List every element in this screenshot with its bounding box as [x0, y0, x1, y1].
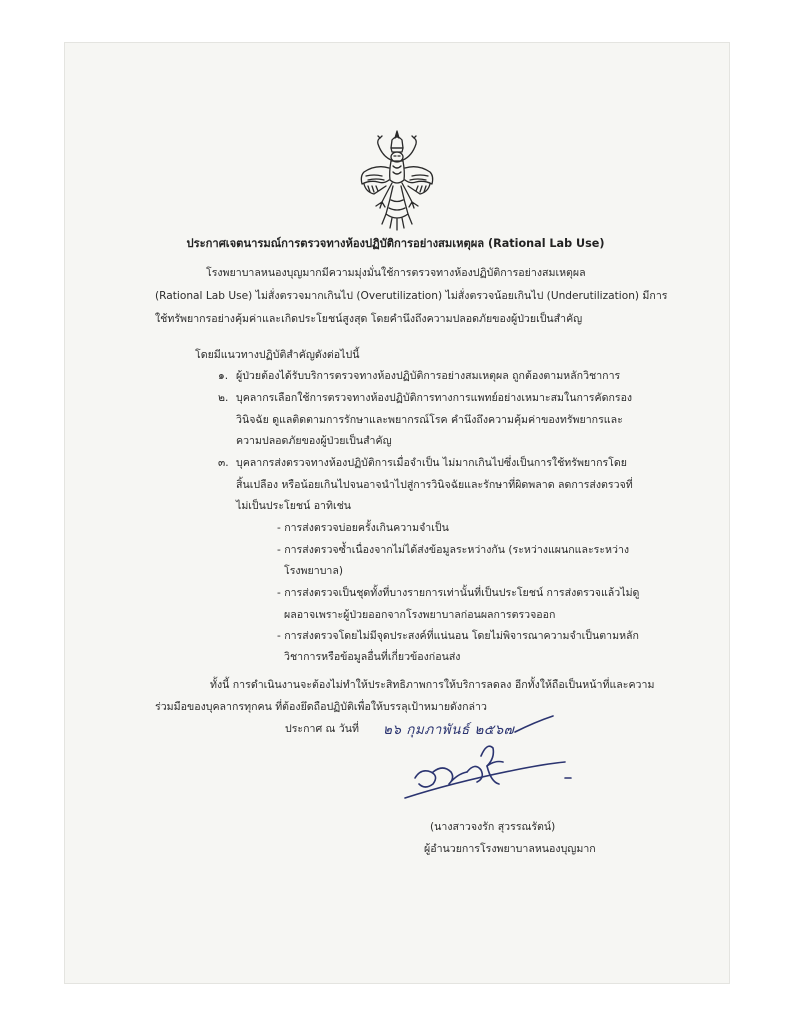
signature	[395, 712, 580, 810]
sub-item-line: - การส่งตรวจโดยไม่มีจุดประสงค์ที่แน่นอน โดยไม่พิจารณาความจำเป็นตามหลัก	[277, 630, 639, 642]
sub-item-line: - การส่งตรวจบ่อยครั้งเกินความจำเป็น	[277, 522, 449, 534]
item-line: บุคลากรส่งตรวจทางห้องปฏิบัติการเมื่อจำเป็น ไม่มากเกินไปซึ่งเป็นการใช้ทรัพยากรโดย	[236, 457, 627, 469]
garuda-emblem-icon	[356, 128, 438, 232]
intro-line: โรงพยาบาลหนองบุญมากมีความมุ่งมั่นใช้การตรวจทางห้องปฏิบัติการอย่างสมเหตุผล	[206, 267, 586, 279]
document-title: ประกาศเจตนารมณ์การตรวจทางห้องปฏิบัติการอย่างสมเหตุผล (Rational Lab Use)	[186, 237, 605, 250]
closing-line: ร่วมมือของบุคลากรทุกคน ที่ต้องยึดถือปฏิบัติเพื่อให้บรรลุเป้าหมายดังกล่าว	[155, 701, 487, 713]
handwritten-date: ๒๖ กุมภาพันธ์ ๒๕๖๗	[383, 722, 515, 738]
item-number: ๓.	[218, 457, 229, 469]
item-line: ความปลอดภัยของผู้ป่วยเป็นสำคัญ	[236, 435, 392, 447]
item-number: ๑.	[218, 370, 229, 382]
signer-name: (นางสาวจงรัก สุวรรณรัตน์)	[430, 821, 556, 833]
signer-position: ผู้อำนวยการโรงพยาบาลหนองบุญมาก	[424, 843, 596, 855]
sub-item-line: - การส่งตรวจซ้ำเนื่องจากไม่ได้ส่งข้อมูลระหว่างกัน (ระหว่างแผนกและระหว่าง	[277, 544, 630, 556]
guidelines-heading: โดยมีแนวทางปฏิบัติสำคัญดังต่อไปนี้	[195, 349, 360, 361]
sub-item-line: โรงพยาบาล)	[284, 565, 343, 577]
item-line: ไม่เป็นประโยชน์ อาทิเช่น	[236, 500, 352, 512]
item-line: วินิจฉัย ดูแลติดตามการรักษาและพยากรณ์โรค คำนึงถึงความคุ้มค่าของทรัพยากรและ	[236, 414, 623, 426]
closing-line: ทั้งนี้ การดำเนินงานจะต้องไม่ทำให้ประสิทธิภาพการให้บริการลดลง อีกทั้งให้ถือเป็นหน้าที่และความ	[210, 679, 655, 691]
item-line: สิ้นเปลือง หรือน้อยเกินไปจนอาจนำไปสู่การวินิจฉัยและรักษาที่ผิดพลาด ลดการส่งตรวจที่	[236, 479, 633, 491]
sub-item-line: วิชาการหรือข้อมูลอื่นที่เกี่ยวข้องก่อนส่ง	[284, 651, 461, 663]
intro-line: (Rational Lab Use) ไม่สั่งตรวจมากเกินไป (Overutilization) ไม่สั่งตรวจน้อยเกินไป (Underutilization) มีการ	[155, 290, 668, 302]
item-line: ผู้ป่วยต้องได้รับบริการตรวจทางห้องปฏิบัติการอย่างสมเหตุผล ถูกต้องตามหลักวิชาการ	[236, 370, 621, 382]
intro-line: ใช้ทรัพยากรอย่างคุ้มค่าและเกิดประโยชน์สูงสุด โดยคำนึงถึงความปลอดภัยของผู้ป่วยเป็นสำคัญ	[155, 313, 583, 325]
item-line: บุคลากรเลือกใช้การตรวจทางห้องปฏิบัติการทางการแพทย์อย่างเหมาะสมในการคัดกรอง	[236, 392, 633, 404]
sub-item-line: - การส่งตรวจเป็นชุดทั้งที่บางรายการเท่านั้นที่เป็นประโยชน์ การส่งตรวจแล้วไม่ดู	[277, 587, 640, 599]
item-number: ๒.	[218, 392, 229, 404]
announce-label: ประกาศ ณ วันที่	[285, 723, 359, 735]
sub-item-line: ผลอาจเพราะผู้ป่วยออกจากโรงพยาบาลก่อนผลการตรวจออก	[284, 609, 556, 621]
